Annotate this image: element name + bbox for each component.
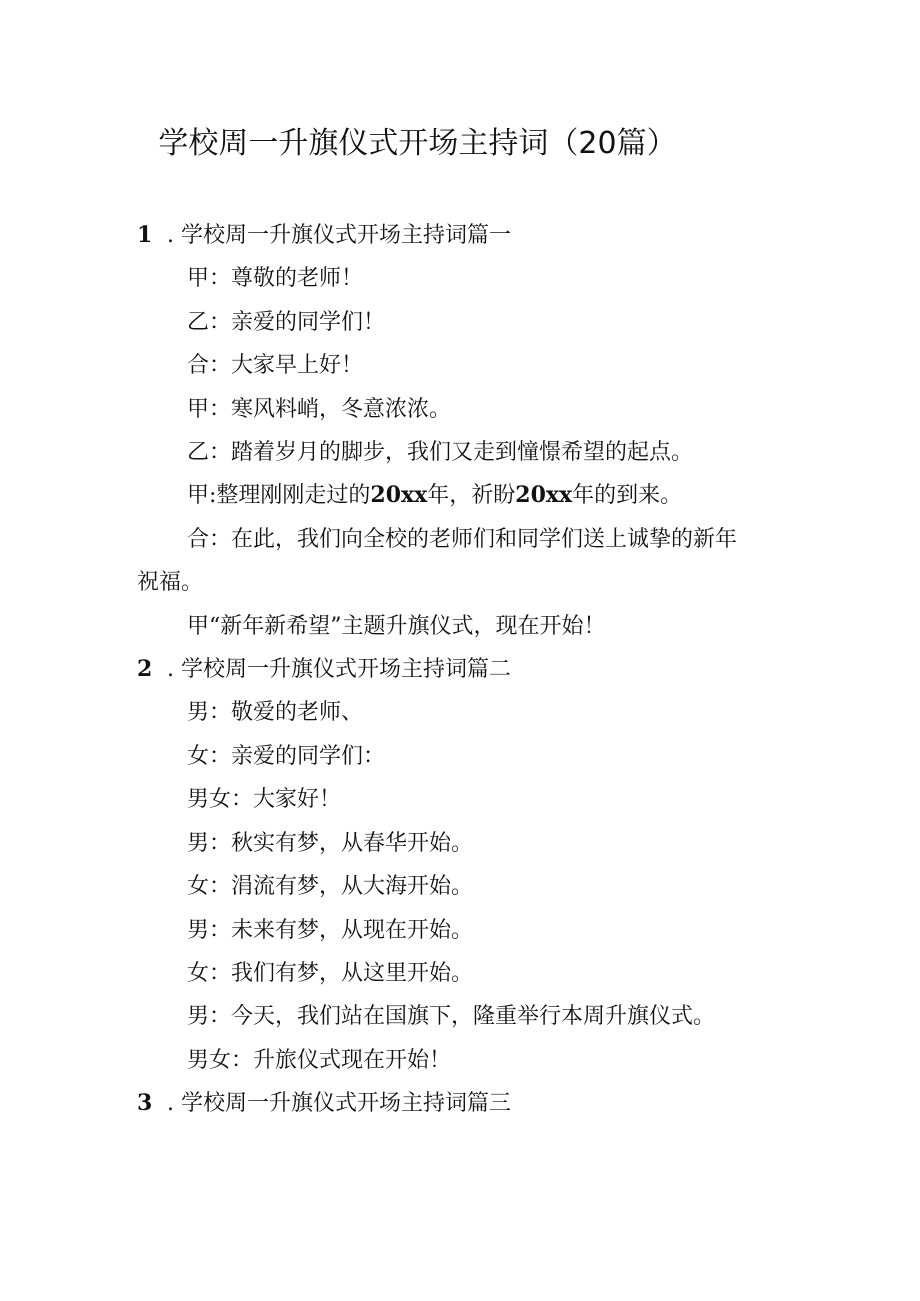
section-heading-3 [137,1082,777,1125]
dialogue-line: 乙：亲爱的同学们！ [187,309,386,335]
text-segment: 年的到来。 [572,483,683,509]
dialogue-line: 男：未来有梦，从现在开始。 [187,917,474,943]
text-segment: 甲:整理刚刚走过的 [187,483,371,509]
year-text: 20xx [370,482,428,509]
dialogue-line: 女：涓流有梦，从大海开始。 [187,874,474,900]
dialogue-line: 甲“新年新希望”主题升旗仪式，现在开始！ [187,613,606,639]
document-title: 学校周一升旗仪式开场主持词（20篇） [158,126,677,161]
dialogue-line: 乙：踏着岁月的脚步，我们又走到憧憬希望的起点。 [187,440,694,466]
document-body [137,214,777,1126]
section-number: 3 [137,1090,153,1117]
dialogue-line: 男：今天，我们站在国旗下，隆重举行本周升旗仪式。 [187,1004,716,1030]
section-number: 1 [137,222,153,248]
dialogue-line-continuation: 祝福。 [137,570,204,596]
dialogue-line [137,474,777,517]
dialogue-line: 甲：尊敬的老师！ [187,266,364,292]
dialogue-line: 男：秋实有梦，从春华开始。 [187,830,474,856]
section-title: . 学校周一升旗仪式开场主持词篇二 [167,657,511,683]
text-segment: 年，祈盼 [427,483,516,509]
dialogue-line: 合：大家早上好！ [187,353,364,379]
dialogue-line: 男女：升旅仪式现在开始！ [187,1047,452,1073]
section-number: 2 [137,656,153,683]
dialogue-line: 合：在此，我们向全校的老师们和同学们送上诚挚的新年 [187,526,738,552]
dialogue-line: 甲：寒风料峭，冬意浓浓。 [187,396,452,422]
section-title: . 学校周一升旗仪式开场主持词篇一 [167,223,511,248]
year-text: 20xx [515,482,573,509]
dialogue-line: 男女：大家好！ [187,787,342,813]
section-heading-1 [137,214,777,257]
section-title: . 学校周一升旗仪式开场主持词篇三 [167,1091,511,1117]
dialogue-line: 男：敬爱的老师、 [187,700,364,726]
dialogue-line: 女：亲爱的同学们： [187,743,386,769]
dialogue-line: 女：我们有梦，从这里开始。 [187,960,474,986]
section-heading-2 [137,648,777,691]
